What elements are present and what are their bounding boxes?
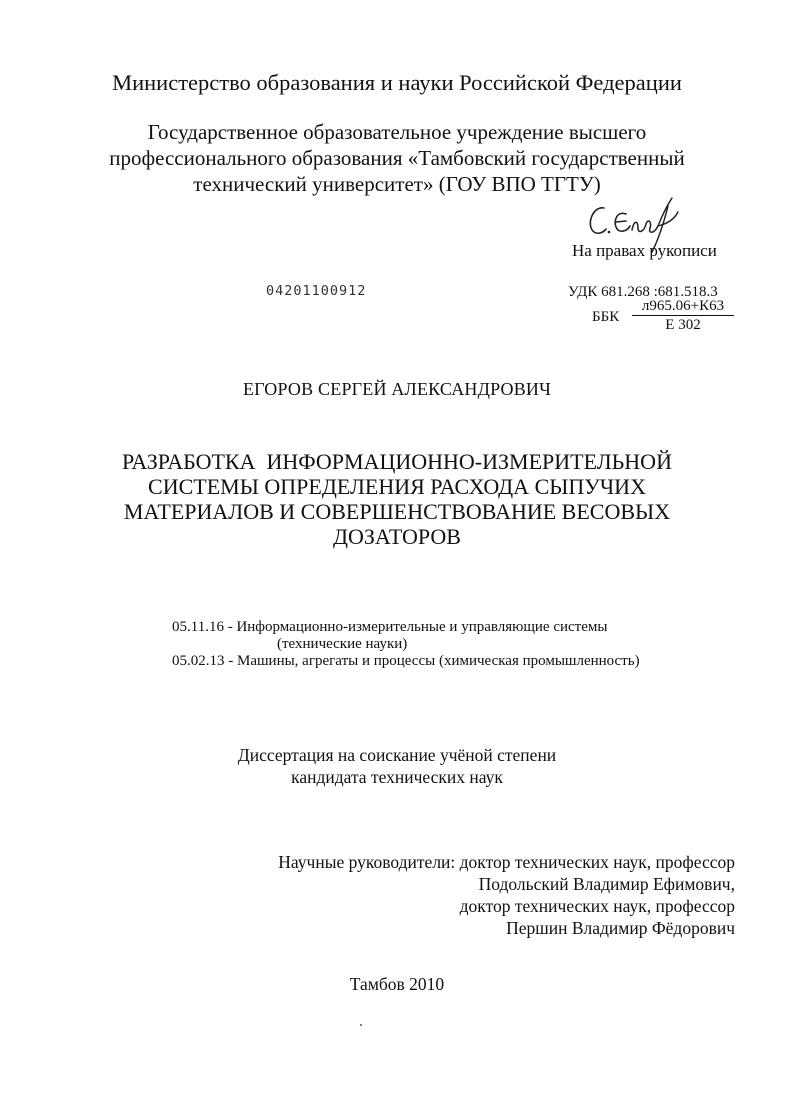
title-line: ДОЗАТОРОВ bbox=[333, 524, 461, 549]
institution-line: Государственное образовательное учреждение высшего bbox=[147, 120, 647, 144]
author-name: ЕГОРОВ СЕРГЕЙ АЛЕКСАНДРОВИЧ bbox=[242, 379, 552, 399]
specialty-codes bbox=[172, 619, 640, 670]
supervisor-line: доктор технических наук, профессор bbox=[459, 896, 735, 916]
scan-speck bbox=[360, 1024, 362, 1026]
title-line: СИСТЕМЫ ОПРЕДЕЛЕНИЯ РАСХОДА СЫПУЧИХ bbox=[148, 474, 646, 499]
city-year: Тамбов 2010 bbox=[349, 974, 445, 994]
bbk-numerator: л965.06+К63 bbox=[632, 298, 734, 316]
title-line: РАЗРАБОТКА ИНФОРМАЦИОННО-ИЗМЕРИТЕЛЬНОЙ bbox=[122, 449, 672, 474]
bbk-denominator: Е 302 bbox=[665, 317, 701, 333]
degree-statement bbox=[0, 744, 794, 788]
supervisor-line: Першин Владимир Фёдорович bbox=[506, 918, 735, 938]
manuscript-rights-note: На правах рукописи bbox=[572, 241, 717, 260]
institution-line: технический университет» (ГОУ ВПО ТГТУ) bbox=[193, 172, 601, 196]
title-line: МАТЕРИАЛОВ И СОВЕРШЕНСТВОВАНИЕ ВЕСОВЫХ bbox=[123, 499, 671, 524]
udc-code: УДК 681.268 :681.518.3 bbox=[568, 284, 718, 300]
degree-line: кандидата технических наук bbox=[291, 767, 503, 787]
supervisor-line: Научные руководители: доктор технических наук, профессор bbox=[278, 852, 735, 872]
specialty-line: 05.11.16 - Информационно-измерительные и управляющие системы bbox=[172, 619, 608, 635]
specialty-line-continuation: (технические науки) bbox=[277, 636, 408, 652]
supervisor-line: Подольский Владимир Ефимович, bbox=[478, 874, 735, 894]
scientific-supervisors bbox=[278, 851, 735, 939]
archive-barcode-number: 04201100912 bbox=[266, 283, 367, 299]
specialty-line: 05.02.13 - Машины, агрегаты и процессы (химическая промышленность) bbox=[172, 653, 640, 669]
bbk-label: ББК bbox=[592, 309, 620, 325]
ministry-heading: Министерство образования и науки Российской Федерации bbox=[112, 70, 682, 95]
dissertation-title bbox=[0, 449, 794, 549]
degree-line: Диссертация на соискание учёной степени bbox=[237, 745, 557, 765]
institution-name bbox=[0, 119, 794, 197]
institution-line: профессионального образования «Тамбовский государственный bbox=[109, 146, 685, 170]
